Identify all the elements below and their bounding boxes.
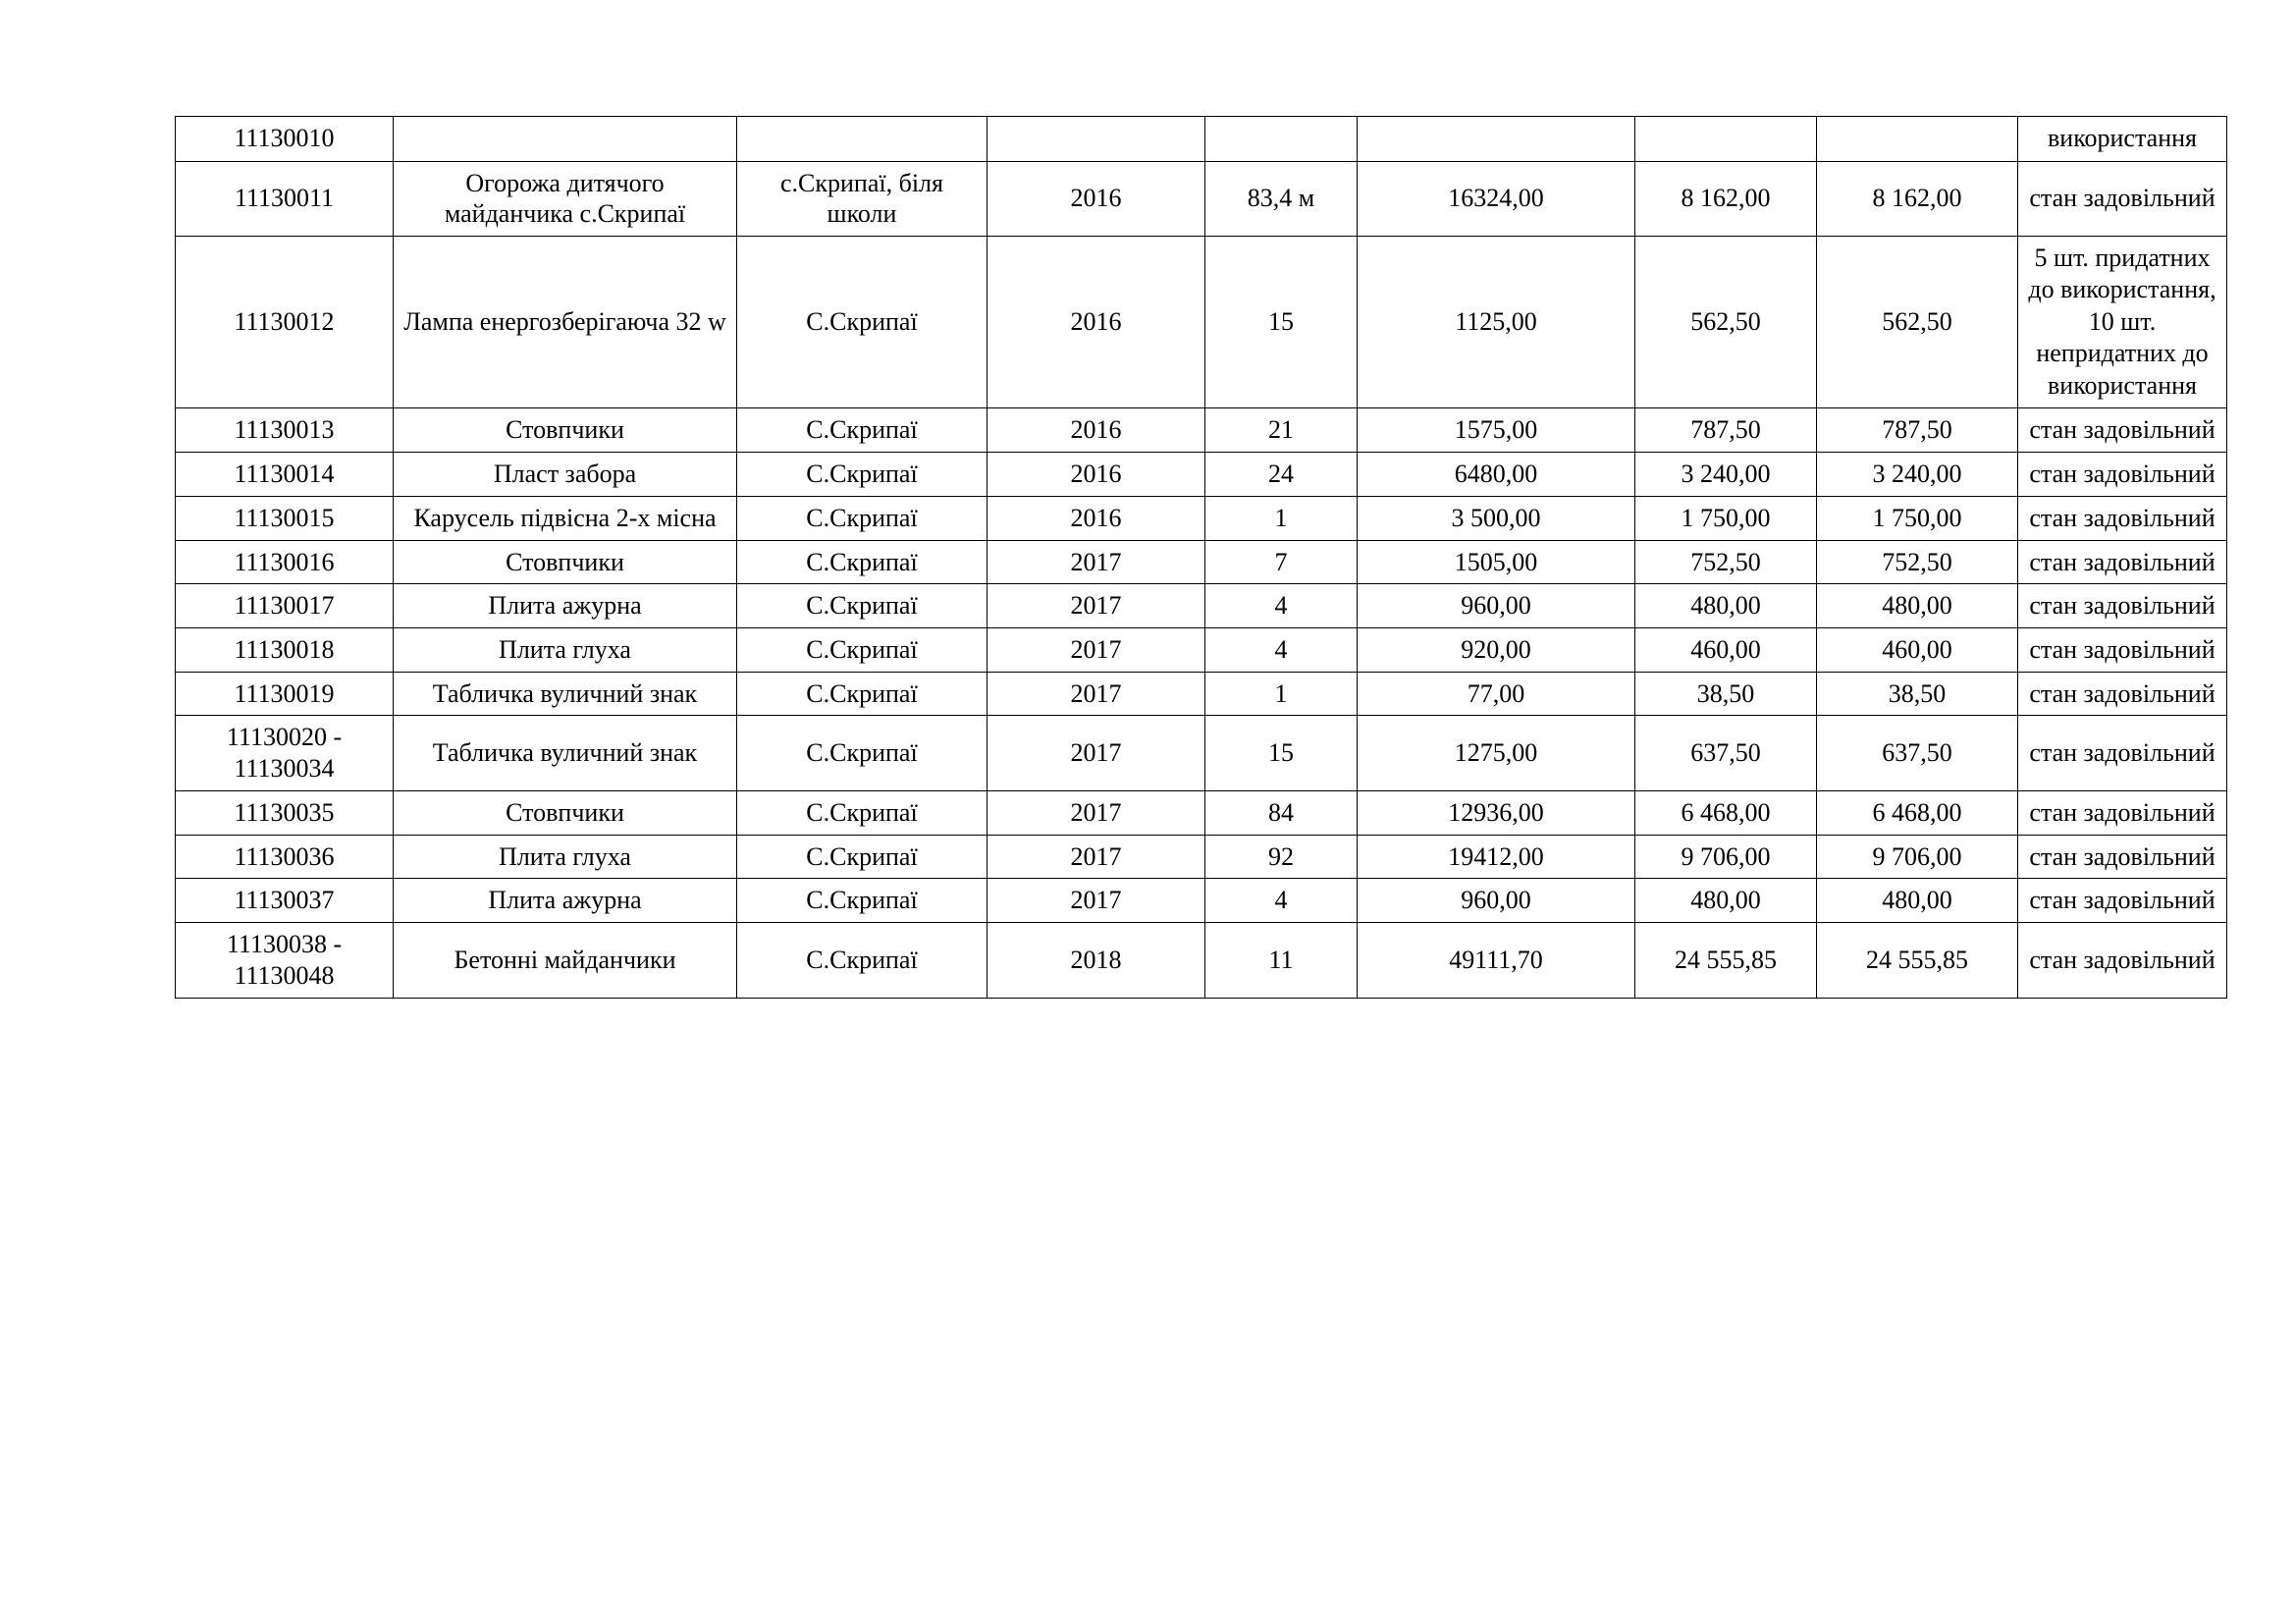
cell-year: 2017 <box>988 540 1205 584</box>
cell-year: 2016 <box>988 496 1205 540</box>
cell-name: Плита ажурна <box>394 584 737 628</box>
cell-code: 11130020 - 11130034 <box>176 716 394 790</box>
cell-code: 11130036 <box>176 835 394 879</box>
cell-year: 2017 <box>988 672 1205 716</box>
cell-state: стан задовільний <box>2018 628 2227 673</box>
cell-place: С.Скрипаї <box>737 790 988 835</box>
cell-sum <box>1358 117 1635 162</box>
cell-name: Лампа енергозберігаюча 32 w <box>394 236 737 408</box>
table-row <box>176 923 2227 998</box>
cell-state: стан задовільний <box>2018 453 2227 497</box>
cell-name: Плита ажурна <box>394 879 737 923</box>
cell-code: 11130016 <box>176 540 394 584</box>
cell-sum: 960,00 <box>1358 584 1635 628</box>
cell-residual: 9 706,00 <box>1817 835 2018 879</box>
table-row <box>176 453 2227 497</box>
table-row <box>176 117 2227 162</box>
cell-place: С.Скрипаї <box>737 672 988 716</box>
cell-sum: 920,00 <box>1358 628 1635 673</box>
cell-state: стан задовільний <box>2018 672 2227 716</box>
cell-state: стан задовільний <box>2018 540 2227 584</box>
cell-residual: 8 162,00 <box>1817 161 2018 236</box>
cell-name: Карусель підвісна 2-х місна <box>394 496 737 540</box>
cell-quantity: 15 <box>1205 716 1358 790</box>
cell-year: 2017 <box>988 790 1205 835</box>
cell-place: С.Скрипаї <box>737 923 988 998</box>
cell-sum: 1125,00 <box>1358 236 1635 408</box>
cell-place: С.Скрипаї <box>737 628 988 673</box>
cell-name: Стовпчики <box>394 408 737 453</box>
table-row <box>176 628 2227 673</box>
asset-table-container <box>175 116 2216 999</box>
cell-quantity <box>1205 117 1358 162</box>
cell-state: стан задовільний <box>2018 584 2227 628</box>
cell-residual: 637,50 <box>1817 716 2018 790</box>
cell-name: Бетонні майданчики <box>394 923 737 998</box>
table-row <box>176 835 2227 879</box>
table-row <box>176 161 2227 236</box>
cell-wear: 752,50 <box>1635 540 1817 584</box>
cell-code: 11130037 <box>176 879 394 923</box>
cell-year: 2016 <box>988 453 1205 497</box>
cell-quantity: 84 <box>1205 790 1358 835</box>
cell-residual: 24 555,85 <box>1817 923 2018 998</box>
cell-place: С.Скрипаї <box>737 716 988 790</box>
cell-place: С.Скрипаї <box>737 453 988 497</box>
cell-name: Плита глуха <box>394 628 737 673</box>
cell-wear: 637,50 <box>1635 716 1817 790</box>
cell-state: стан задовільний <box>2018 835 2227 879</box>
cell-name: Плита глуха <box>394 835 737 879</box>
cell-state: стан задовільний <box>2018 496 2227 540</box>
cell-quantity: 4 <box>1205 879 1358 923</box>
cell-residual: 6 468,00 <box>1817 790 2018 835</box>
cell-name: Пласт забора <box>394 453 737 497</box>
cell-code: 11130038 - 11130048 <box>176 923 394 998</box>
cell-code: 11130010 <box>176 117 394 162</box>
cell-year: 2018 <box>988 923 1205 998</box>
cell-residual <box>1817 117 2018 162</box>
cell-state: 5 шт. придатних до використання, 10 шт. непридатних до використання <box>2018 236 2227 408</box>
cell-place: С.Скрипаї <box>737 408 988 453</box>
cell-wear: 460,00 <box>1635 628 1817 673</box>
cell-quantity: 92 <box>1205 835 1358 879</box>
cell-quantity: 1 <box>1205 496 1358 540</box>
cell-sum: 77,00 <box>1358 672 1635 716</box>
table-row <box>176 584 2227 628</box>
cell-sum: 6480,00 <box>1358 453 1635 497</box>
table-row <box>176 790 2227 835</box>
cell-place: С.Скрипаї <box>737 584 988 628</box>
cell-residual: 3 240,00 <box>1817 453 2018 497</box>
table-row <box>176 540 2227 584</box>
cell-sum: 960,00 <box>1358 879 1635 923</box>
cell-wear: 8 162,00 <box>1635 161 1817 236</box>
cell-year: 2017 <box>988 835 1205 879</box>
cell-residual: 1 750,00 <box>1817 496 2018 540</box>
cell-place: С.Скрипаї <box>737 835 988 879</box>
cell-code: 11130018 <box>176 628 394 673</box>
cell-name: Табличка вуличний знак <box>394 716 737 790</box>
cell-name: Стовпчики <box>394 540 737 584</box>
cell-sum: 1575,00 <box>1358 408 1635 453</box>
asset-table-body <box>176 117 2227 999</box>
cell-year: 2017 <box>988 584 1205 628</box>
cell-code: 11130019 <box>176 672 394 716</box>
cell-quantity: 21 <box>1205 408 1358 453</box>
cell-code: 11130035 <box>176 790 394 835</box>
table-row <box>176 716 2227 790</box>
cell-quantity: 24 <box>1205 453 1358 497</box>
cell-residual: 38,50 <box>1817 672 2018 716</box>
cell-residual: 752,50 <box>1817 540 2018 584</box>
cell-residual: 562,50 <box>1817 236 2018 408</box>
table-row <box>176 496 2227 540</box>
cell-code: 11130014 <box>176 453 394 497</box>
cell-state: використання <box>2018 117 2227 162</box>
cell-wear: 24 555,85 <box>1635 923 1817 998</box>
cell-name: Табличка вуличний знак <box>394 672 737 716</box>
cell-quantity: 15 <box>1205 236 1358 408</box>
cell-wear: 787,50 <box>1635 408 1817 453</box>
cell-year: 2017 <box>988 879 1205 923</box>
cell-place <box>737 117 988 162</box>
cell-sum: 12936,00 <box>1358 790 1635 835</box>
cell-quantity: 83,4 м <box>1205 161 1358 236</box>
cell-wear <box>1635 117 1817 162</box>
cell-sum: 1275,00 <box>1358 716 1635 790</box>
cell-year: 2017 <box>988 628 1205 673</box>
cell-state: стан задовільний <box>2018 879 2227 923</box>
cell-wear: 1 750,00 <box>1635 496 1817 540</box>
cell-name <box>394 117 737 162</box>
cell-quantity: 7 <box>1205 540 1358 584</box>
cell-quantity: 11 <box>1205 923 1358 998</box>
cell-place: С.Скрипаї <box>737 879 988 923</box>
cell-place: С.Скрипаї <box>737 540 988 584</box>
cell-code: 11130011 <box>176 161 394 236</box>
cell-year: 2016 <box>988 236 1205 408</box>
cell-state: стан задовільний <box>2018 923 2227 998</box>
cell-wear: 480,00 <box>1635 879 1817 923</box>
table-row <box>176 408 2227 453</box>
cell-state: стан задовільний <box>2018 161 2227 236</box>
cell-code: 11130013 <box>176 408 394 453</box>
cell-residual: 480,00 <box>1817 879 2018 923</box>
cell-place: С.Скрипаї <box>737 496 988 540</box>
cell-state: стан задовільний <box>2018 408 2227 453</box>
cell-year: 2016 <box>988 408 1205 453</box>
table-row <box>176 236 2227 408</box>
cell-wear: 6 468,00 <box>1635 790 1817 835</box>
cell-wear: 38,50 <box>1635 672 1817 716</box>
cell-sum: 19412,00 <box>1358 835 1635 879</box>
cell-sum: 1505,00 <box>1358 540 1635 584</box>
cell-code: 11130012 <box>176 236 394 408</box>
cell-quantity: 1 <box>1205 672 1358 716</box>
cell-residual: 480,00 <box>1817 584 2018 628</box>
cell-year <box>988 117 1205 162</box>
cell-name: Стовпчики <box>394 790 737 835</box>
cell-residual: 787,50 <box>1817 408 2018 453</box>
cell-sum: 16324,00 <box>1358 161 1635 236</box>
asset-inventory-table <box>175 116 2227 999</box>
cell-quantity: 4 <box>1205 584 1358 628</box>
cell-state: стан задовільний <box>2018 716 2227 790</box>
cell-year: 2016 <box>988 161 1205 236</box>
cell-place: С.Скрипаї <box>737 236 988 408</box>
table-row <box>176 879 2227 923</box>
cell-name: Огорожа дитячого майданчика с.Скрипаї <box>394 161 737 236</box>
cell-quantity: 4 <box>1205 628 1358 673</box>
cell-wear: 3 240,00 <box>1635 453 1817 497</box>
cell-wear: 9 706,00 <box>1635 835 1817 879</box>
cell-code: 11130017 <box>176 584 394 628</box>
cell-state: стан задовільний <box>2018 790 2227 835</box>
table-row <box>176 672 2227 716</box>
cell-year: 2017 <box>988 716 1205 790</box>
cell-wear: 480,00 <box>1635 584 1817 628</box>
cell-place: с.Скрипаї, біля школи <box>737 161 988 236</box>
cell-sum: 49111,70 <box>1358 923 1635 998</box>
cell-residual: 460,00 <box>1817 628 2018 673</box>
cell-sum: 3 500,00 <box>1358 496 1635 540</box>
cell-wear: 562,50 <box>1635 236 1817 408</box>
cell-code: 11130015 <box>176 496 394 540</box>
